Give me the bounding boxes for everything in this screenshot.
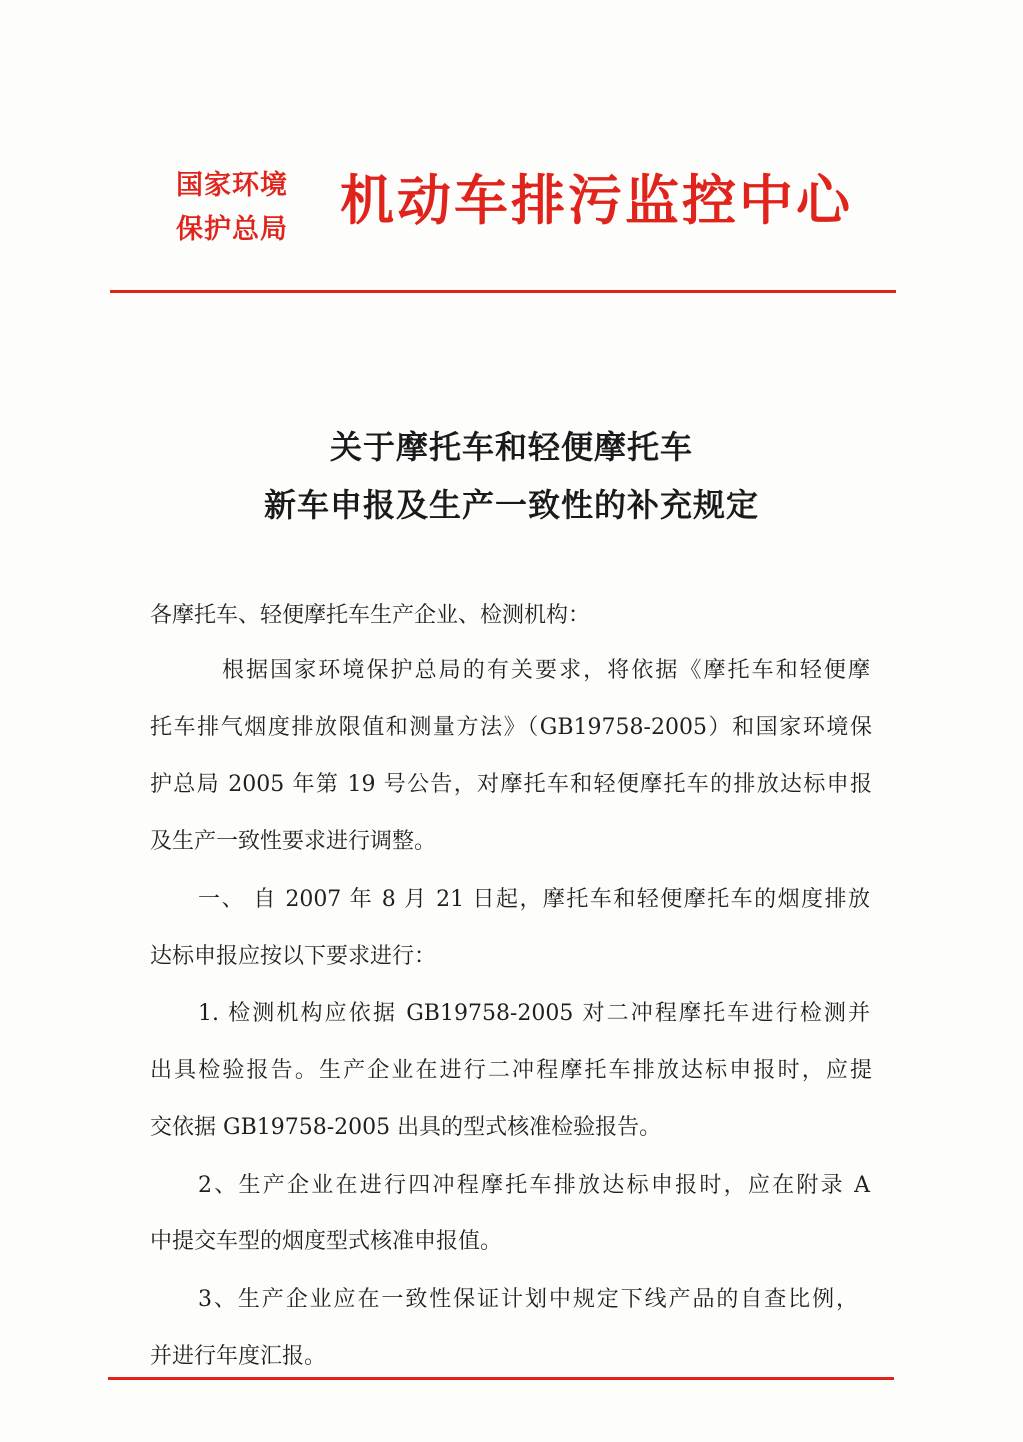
document-title-line-1: 关于摩托车和轻便摩托车 (329, 428, 693, 466)
item-3-line: 并进行年度汇报。 (150, 1344, 327, 1369)
org-name-line-2: 保护总局 (176, 214, 288, 245)
center-name: 机动车排污监控中心 (340, 169, 853, 232)
issuing-organization (176, 164, 288, 252)
item-1-line: 交依据 GB19758-2005 出具的型式核准检验报告。 (150, 1115, 662, 1140)
salutation: 各摩托车、轻便摩托车生产企业、检测机构： (150, 603, 591, 628)
footer-red-rule (108, 1377, 894, 1380)
document-title-line-2: 新车申报及生产一致性的补充规定 (263, 486, 759, 524)
section-1-line: 达标申报应按以下要求进行： (150, 944, 437, 969)
paragraph-1-line: 及生产一致性要求进行调整。 (150, 829, 437, 854)
paragraph-1-line: 根据国家环境保护总局的有关要求，将依据《摩托车和轻便摩 (222, 658, 870, 683)
item-1-line: 1. 检测机构应依据 GB19758-2005 对二冲程摩托车进行检测并 (198, 1001, 870, 1026)
item-2-line: 2、生产企业在进行四冲程摩托车排放达标申报时，应在附录 A (198, 1173, 870, 1198)
org-name-line-1: 国家环境 (176, 170, 288, 201)
paragraph-1-line: 托车排气烟度排放限值和测量方法》（GB19758-2005）和国家环境保 (150, 715, 872, 740)
section-1-line: 一、 自 2007 年 8 月 21 日起，摩托车和轻便摩托车的烟度排放 (198, 887, 870, 912)
paragraph-1-line: 护总局 2005 年第 19 号公告，对摩托车和轻便摩托车的排放达标申报 (150, 772, 872, 797)
item-1-line: 出具检验报告。生产企业在进行二冲程摩托车排放达标申报时，应提 (150, 1058, 872, 1083)
item-3-line: 3、生产企业应在一致性保证计划中规定下线产品的自查比例， (198, 1287, 858, 1312)
letterhead-red-rule (110, 290, 896, 293)
item-2-line: 中提交车型的烟度型式核准申报值。 (150, 1229, 503, 1254)
